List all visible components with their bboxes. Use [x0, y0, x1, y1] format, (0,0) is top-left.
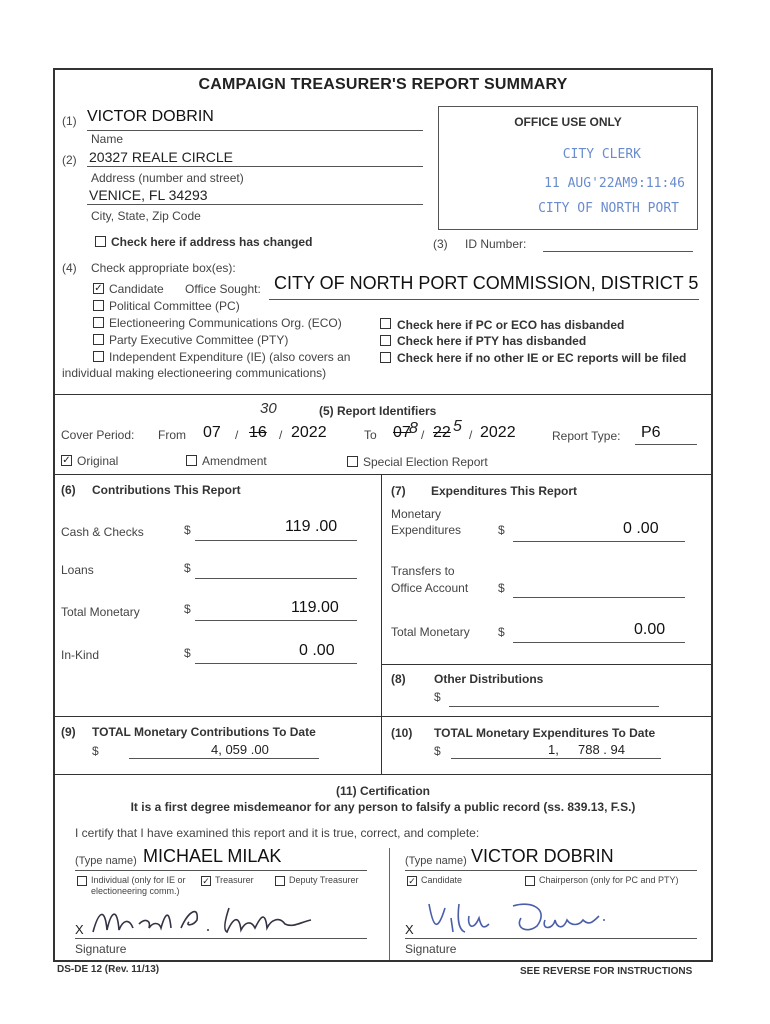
chairperson-label: Chairperson (only for PC and PTY)	[539, 875, 679, 885]
total-monetary-exp-label: Total Monetary	[391, 625, 470, 639]
cash-checks-line	[195, 540, 357, 541]
in-kind-value[interactable]: 0 .00	[299, 642, 335, 659]
amendment-checkbox[interactable]	[186, 455, 197, 466]
original-checkbox[interactable]: ✓	[62, 455, 71, 466]
candidate-type-name-label: (Type name)	[405, 855, 467, 867]
pc-label: Political Committee (PC)	[109, 299, 240, 313]
monetary-exp-label1: Monetary	[391, 507, 442, 521]
office-use-box	[438, 106, 698, 230]
to-label: To	[364, 428, 377, 442]
total-monetary-contrib-line	[195, 620, 357, 621]
office-sought-line	[269, 299, 699, 300]
pc-checkbox[interactable]	[93, 300, 104, 311]
ie-label: Independent Expenditure (IE) (also covers an	[109, 350, 351, 364]
transfers-label2: Office Account	[391, 581, 469, 595]
other-distributions-label: Other Distributions	[434, 672, 544, 686]
special-election-label: Special Election Report	[363, 455, 488, 469]
city-label: City, State, Zip Code	[91, 209, 201, 223]
total-monetary-contrib-label: Total Monetary	[61, 605, 140, 619]
no-other-reports-checkbox[interactable]	[380, 352, 391, 363]
divider-section6	[55, 474, 711, 475]
candidate-sign-label: Candidate	[421, 875, 463, 885]
amendment-label: Amendment	[202, 454, 267, 468]
section3-number: (3)	[433, 237, 448, 251]
monetary-exp-value[interactable]: 0 .00	[623, 520, 659, 537]
treasurer-type-name-label: (Type name)	[75, 855, 137, 867]
individual-checkbox[interactable]	[77, 876, 87, 886]
section7-number: (7)	[391, 484, 406, 498]
divider-vertical-9-10	[381, 716, 382, 774]
individual-label: Individual (only for IE or electioneering comm.)	[91, 875, 186, 896]
name-label: Name	[91, 132, 124, 146]
to-day-handwritten: 5	[453, 418, 462, 435]
candidate-name-value[interactable]: VICTOR DOBRIN	[87, 108, 214, 125]
loans-field[interactable]	[195, 578, 357, 579]
candidate-name-line	[405, 870, 697, 871]
monetary-exp-line	[513, 541, 685, 542]
expenditures-label: Expenditures This Report	[431, 484, 578, 498]
cash-checks-value[interactable]: 119 .00	[285, 518, 338, 535]
report-identifiers-label: (5) Report Identifiers	[319, 404, 437, 418]
candidate-signature-line[interactable]	[405, 938, 697, 939]
contributions-label: Contributions This Report	[92, 483, 241, 497]
form-title: CAMPAIGN TREASURER'S REPORT SUMMARY	[198, 76, 568, 93]
candidate-signature-label: Signature	[405, 942, 457, 956]
candidate-x-mark: X	[405, 922, 414, 937]
total-expenditures-date-value-a[interactable]: 1,	[548, 742, 559, 757]
divider-section11	[55, 774, 711, 775]
address-changed-label: Check here if address has changed	[111, 235, 313, 249]
report-form: CAMPAIGN TREASURER'S REPORT SUMMARY (1) VICTOR DOBRIN Name (2) 20327 REALE CIRCLE Address (number and street) VENICE, FL 34293 City, State, Zip Code Check here if address has changed OFFICE USE ONLY CITY CLERK 11 AUG'22AM9:11:46 CITY OF NORTH PORT (3) ID Number: (4) Check appropriate box(es): ✓ Candidate Office Sought: CITY OF NORTH PORT COMMISSION, DISTRICT 5 Political Committee (PC) Electioneering Communications Org. (ECO) Party Executive Committee (PTY) Independent Expenditure (IE) (also covers an individual making electioneering communications) Check here if PC or ECO has disbanded Check here if PTY has disbanded Check here if no other IE or EC reports will be filed (5) Report Identifiers 30 Cover Period: From 07 / 16 / 2022 To 07 8 / 22 5 / 2022 Report Type: P6 ✓ Original Amendment Special Election Report (6) Contributions This Report Cash & Checks $ 119 .00 Loans $ Total Monetary $ 119.00 In-Kind $ 0 .00 (7) Expenditures This Report Monetary Expenditures $ 0 .00 Transfers to Office Account $ Total Monetary $ 0.00 (8) Other Distributions $ (9) TOTAL Monetary Contributions To Date $ 4, 059 .00 (10) TOTAL Monetary Expenditures To Date $ 1, 788 . 94 (11) Certification It is a first degree misdemeanor for any person to falsify a public record (ss. 839.13, F.S.) I certify that I have examined this report and it is true, correct, and complete: (Type name) MICHAEL MILAK Individual (only for IE or electioneering comm.) ✓ Treasurer Deputy Treasurer (Type name) VICTOR DOBRIN ✓ Candidate Chairperson (only for PC and PTY) X Signature X Signature	[53, 68, 713, 962]
office-sought-value[interactable]: CITY OF NORTH PORT COMMISSION, DISTRICT 5	[274, 273, 699, 293]
form-id: DS-DE 12 (Rev. 11/13)	[57, 964, 160, 975]
misdemeanor-warning: It is a first degree misdemeanor for any person to falsify a public record (ss. 839.13, F.S.)	[130, 800, 636, 814]
in-kind-line	[195, 663, 357, 664]
section6-number: (6)	[61, 483, 76, 497]
report-type-value[interactable]: P6	[641, 424, 661, 441]
deputy-treasurer-checkbox[interactable]	[275, 876, 285, 886]
total-monetary-exp-value[interactable]: 0.00	[634, 621, 666, 638]
certification-label: (11) Certification	[335, 784, 431, 798]
candidate-name-signature-value[interactable]: VICTOR DOBRIN	[471, 846, 614, 866]
transfers-field[interactable]	[513, 597, 685, 598]
report-type-line	[635, 444, 697, 445]
from-year-value[interactable]: 2022	[291, 424, 327, 441]
cover-period-label: Cover Period:	[61, 428, 135, 442]
eco-label: Electioneering Communications Org. (ECO)	[109, 316, 342, 330]
name-line	[87, 130, 423, 131]
candidate-sign-checkbox[interactable]: ✓	[408, 876, 416, 886]
treasurer-x-mark: X	[75, 922, 84, 937]
check-boxes-label: Check appropriate box(es):	[91, 261, 236, 275]
divider-vertical-6-7	[381, 474, 382, 716]
total-monetary-exp-line	[513, 642, 685, 643]
pty-label: Party Executive Committee (PTY)	[109, 333, 289, 347]
id-number-field[interactable]	[543, 251, 693, 252]
handwritten-from-day: 30	[260, 400, 277, 417]
section10-number: (10)	[391, 726, 413, 740]
special-election-checkbox[interactable]	[347, 456, 358, 467]
deputy-treasurer-label: Deputy Treasurer	[289, 875, 359, 885]
street-line	[87, 166, 423, 167]
other-distributions-field[interactable]	[449, 706, 659, 707]
total-contributions-date-line	[129, 758, 319, 759]
total-contributions-date-value[interactable]: 4, 059 .00	[211, 742, 269, 757]
to-day-value[interactable]: 22	[433, 424, 451, 441]
in-kind-label: In-Kind	[61, 648, 100, 662]
ie-label-cont: individual making electioneering communications)	[62, 366, 327, 380]
certify-statement: I certify that I have examined this report and it is true, correct, and complete:	[75, 826, 480, 840]
section1-number: (1)	[62, 114, 77, 128]
from-label: From	[158, 428, 186, 442]
original-label: Original	[77, 454, 119, 468]
treasurer-name-line	[75, 870, 367, 871]
city-value[interactable]: VENICE, FL 34293	[89, 187, 208, 203]
from-month-value[interactable]: 07	[203, 424, 221, 441]
treasurer-signature-label: Signature	[75, 942, 127, 956]
divider-signatures	[389, 848, 390, 960]
divider-section5	[55, 394, 711, 395]
stamp-city: CITY OF NORTH PORT	[538, 201, 679, 216]
pty-disbanded-label: Check here if PTY has disbanded	[397, 334, 587, 348]
city-line	[87, 204, 423, 205]
treasurer-signature	[89, 900, 329, 940]
monetary-exp-label2: Expenditures	[391, 523, 462, 537]
pc-disbanded-checkbox[interactable]	[380, 318, 391, 329]
section8-number: (8)	[391, 672, 406, 686]
candidate-checkbox[interactable]: ✓	[94, 283, 103, 294]
total-expenditures-date-line	[451, 758, 661, 759]
loans-label: Loans	[61, 563, 94, 577]
ie-checkbox[interactable]	[93, 351, 104, 362]
see-reverse-note: SEE REVERSE FOR INSTRUCTIONS	[520, 966, 693, 977]
total-contributions-date-label: TOTAL Monetary Contributions To Date	[92, 725, 316, 739]
treasurer-signature-line[interactable]	[75, 938, 367, 939]
no-other-reports-label: Check here if no other IE or EC reports will be filed	[397, 351, 687, 365]
cash-checks-label: Cash & Checks	[61, 525, 144, 539]
street-value[interactable]: 20327 REALE CIRCLE	[89, 149, 233, 165]
treasurer-checkbox[interactable]: ✓	[202, 876, 210, 886]
divider-section8	[381, 664, 711, 665]
to-month-handwritten: 8	[409, 420, 418, 437]
to-month-value[interactable]: 07	[393, 424, 411, 441]
to-year-value[interactable]: 2022	[480, 424, 516, 441]
section9-number: (9)	[61, 725, 76, 739]
pty-checkbox[interactable]	[93, 334, 104, 345]
total-expenditures-date-value-b[interactable]: 788 . 94	[578, 742, 625, 757]
candidate-signature	[423, 896, 623, 940]
section2-number: (2)	[62, 153, 77, 167]
pc-disbanded-label: Check here if PC or ECO has disbanded	[397, 318, 625, 332]
stamp-timestamp: 11 AUG'22AM9:11:46	[544, 176, 685, 191]
pty-disbanded-checkbox[interactable]	[380, 335, 391, 346]
street-label: Address (number and street)	[91, 171, 244, 185]
chairperson-checkbox[interactable]	[525, 876, 535, 886]
divider-section9	[55, 716, 711, 717]
transfers-label1: Transfers to	[391, 564, 455, 578]
eco-checkbox[interactable]	[93, 317, 104, 328]
from-day-value[interactable]: 16	[249, 424, 267, 441]
office-sought-label: Office Sought:	[185, 282, 261, 296]
treasurer-label: Treasurer	[215, 875, 254, 885]
total-monetary-contrib-value[interactable]: 119.00	[291, 599, 339, 616]
candidate-label: Candidate	[109, 282, 164, 296]
id-number-label: ID Number:	[465, 237, 527, 251]
office-use-label: OFFICE USE ONLY	[514, 115, 622, 129]
total-expenditures-date-label: TOTAL Monetary Expenditures To Date	[434, 726, 656, 740]
address-changed-checkbox[interactable]	[95, 236, 106, 247]
section4-number: (4)	[62, 261, 77, 275]
stamp-city-clerk: CITY CLERK	[562, 147, 641, 162]
report-type-label: Report Type:	[552, 429, 621, 443]
treasurer-name-value[interactable]: MICHAEL MILAK	[143, 846, 282, 866]
